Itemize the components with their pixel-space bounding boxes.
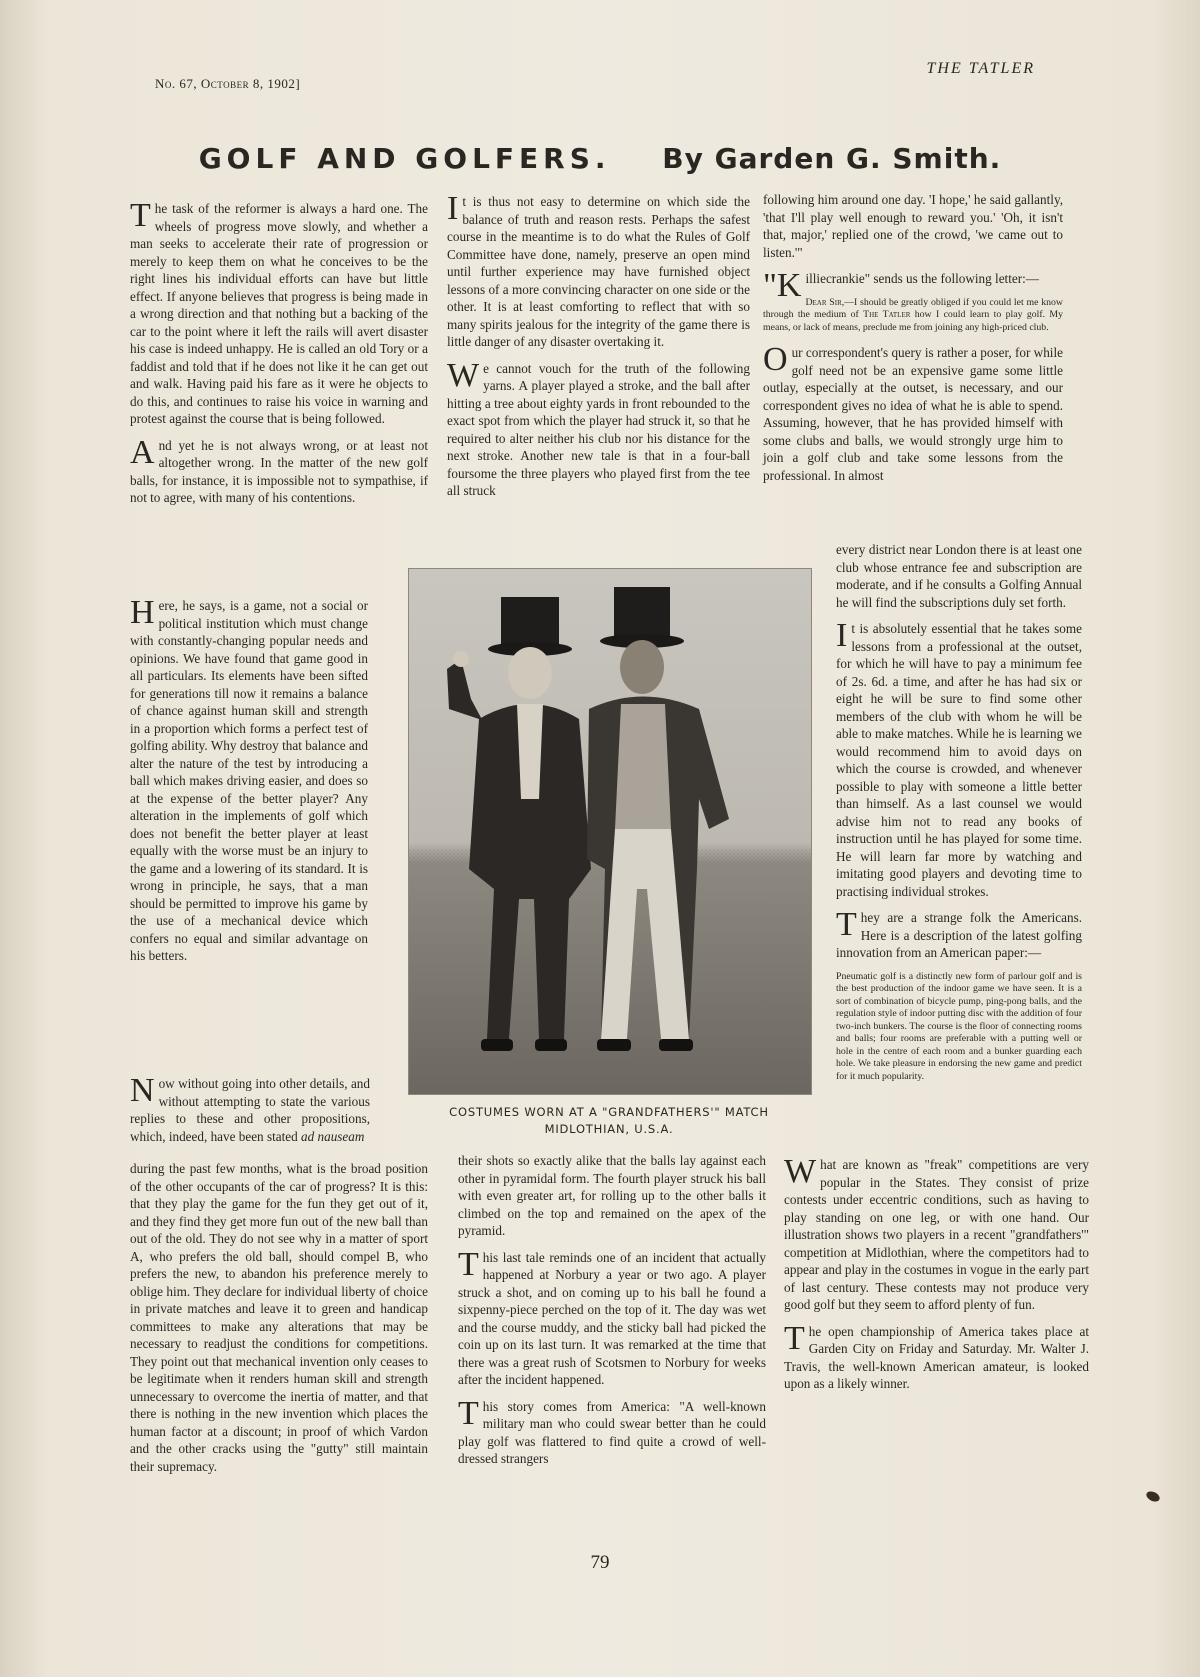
paragraph: following him around one day. 'I hope,' he said gallantly, 'that I'll play well enough to reward you.' 'Oh, it isn't that, major,' replied one of the crowd, 'we came out to listen.'": [763, 192, 1063, 260]
paragraph: We cannot vouch for the truth of the following yarns. A player played a stroke, and the ball after hitting a tree about eighty yards in front rebounded to the exact spot from which the player had struck it, so that he required to alter neither his club nor his distance for the next stroke. Another new tale is that in a four-ball foursome the three players who played first from the tee all struck: [447, 356, 750, 498]
paragraph: What are known as "freak" competitions are very popular in the States. They consist of prize contests under eccentric conditions, such as having to play standing on one leg, or with one hand. Our illustration shows two players in a recent "grandfathers'" competition at Midlothian, where the competitors had to appear and play in the costumes in vogue in the early part of last century. These contests may not produce very good golf but they seem to afford plenty of fun.: [784, 1153, 1089, 1312]
paragraph: their shots so exactly alike that the balls lay against each other in pyramidal form. The fourth player struck his ball with even greater art, for rolling up to the other balls it climbed on the top and remained on the apex of the pyramid.: [458, 1153, 766, 1238]
letter-text: —I should be greatly obliged if you could let me know through the medium of: [763, 296, 1063, 320]
ink-blot: [1145, 1489, 1161, 1503]
letter-salutation: Dear Sir,: [805, 296, 845, 308]
paragraph-text: Now without going into other details, and without attempting to state the various replies to these and other propositions, which, indeed, have been stated: [130, 1072, 370, 1144]
paragraph: It is absolutely essential that he takes some lessons from a professional at the outset, for which he will have to pay a minimum fee of 2s. 6d. a time, and after he has had six or eight he will be sure to find some other members of the club with whom he will be able to make matches. While he is learning we would recommend him to avoid days on which the course is crowded, and whenever possible to play with someone a little better than himself. As a last counsel we would advise him not to read any books of instruction until he has played for some time. He will learn far more by watching and imitating good players and devoting time to practising individual strokes.: [836, 617, 1082, 899]
paragraph: It is thus not easy to determine on which side the balance of truth and reason rests. Perhaps the safest course in the meantime is to do what the Rules of Golf Committee have done, namely, preserve an open mind until further experience may have furnished object lessons of a more convincing character on one side or the other. It is at least comforting to reflect that with so many spirits jealous for the integrity of the game there is little danger of any disaster overtaking it.: [447, 190, 750, 349]
grandfathers-match-photo: [408, 568, 812, 1095]
paragraph: [130, 1072, 370, 1145]
paragraph: They are a strange folk the Americans. Here is a description of the latest golfing innovation from an American paper:—: [836, 906, 1082, 960]
issue-line: No. 67, October 8, 1902]: [155, 76, 301, 91]
column-1-top: [130, 197, 428, 516]
letter-text: how I could learn to play golf. My means, or lack of means, preclude me from joining any high-priced club.: [763, 309, 1064, 333]
magazine-name: THE TATLER: [926, 60, 1035, 77]
photo-caption: [408, 1104, 810, 1138]
paragraph: Here, he says, is a game, not a social or political institution which must change with constantly-changing popular needs and opinions. We have found that game good in all particulars. Its elements have been sifted for generations till now it remains a balance of chance against human skill and strength in a proportion which forms a perfect test of golfing ability. Why destroy that balance and alter the nature of the test by introducing a ball which makes driving easier, and does so at the expense of the better player? Any alteration in the implements of golf which does not benefit the better player at least equally with the worse must be an injury to the game and a lowering of its standard. It is wrong in principle, he says, that a man should be permitted to improve his game by the use of a mechanical device which confers no equal and similar advantage on his betters.: [130, 594, 368, 963]
paragraph: Our correspondent's query is rather a poser, for while golf need not be an expensive game some little outlay, especially at the outset, is necessary, and our correspondent gives no idea of what he is able to spend. Assuming, however, that he has provided himself with some clubs and balls, we would strongly urge him to join a golf club and take some lessons from the professional. In almost: [763, 341, 1063, 483]
caption-line-1: COSTUMES WORN AT A "GRANDFATHERS'" MATCH: [449, 1105, 769, 1119]
paragraph: This last tale reminds one of an incident that actually happened at Norbury a year or two ago. A player struck a shot, and on coming up to his ball he found a sixpenny-piece perched on the top of it. The day was wet and the course muddy, and the sticky ball had picked the coin up on its last turn. It was remarked at the time that there was a great rush of Scotsmen to Norbury for weeks after the incident happened.: [458, 1245, 766, 1387]
caption-line-2: MIDLOTHIAN, U.S.A.: [544, 1122, 674, 1136]
page-number: 79: [590, 1552, 610, 1573]
column-2-bottom: [458, 1152, 766, 1477]
column-1-bottom-narrow: [130, 1072, 370, 1145]
american-paper-quote: Pneumatic golf is a distinctly new form of parlour golf and is the best production of the indoor game we have seen. It is a sort of combination of bicycle pump, ping-pong balls, and the regulation style of indoor putting disc with the addition of four two-inch bunkers. The course is the floor of connecting rooms and balls; four rooms are preferable with a putting well or hole in the centre of each room and a bunker guarding each hole. We take pleasure in endorsing the new game and predict for it much popularity.: [836, 970, 1082, 1082]
paragraph: This story comes from America: "A well-known military man who could swear better than he could play golf was flattered to find quite a crowd of well-dressed strangers: [458, 1394, 766, 1466]
column-1-bottom: [130, 1160, 428, 1484]
column-3-bottom: [784, 1153, 1089, 1402]
paragraph: And yet he is not always wrong, or at least not altogether wrong. In the matter of the new golf balls, for instance, it is impossible not to sympathise, if not to agree, with many of his contentions.: [130, 433, 428, 505]
column-3-top: [763, 191, 1063, 493]
latin-phrase: ad nauseam: [301, 1128, 365, 1144]
paragraph: "Killiecrankie" sends us the following letter:—: [763, 267, 1039, 304]
paragraph: The open championship of America takes place at Garden City on Friday and Saturday. Mr. Walter J. Travis, the well-known American amateur, is looked upon as a likely winner.: [784, 1319, 1089, 1391]
paragraph: every district near London there is at least one club whose entrance fee and subscription are moderate, and if he consults a Golfing Annual he will find the subscriptions duly set forth.: [836, 542, 1082, 610]
title-main: GOLF AND GOLFERS.: [198, 142, 611, 175]
paragraph: during the past few months, what is the broad position of the other occupants of the car of progress? It is this: that they play the game for the fun they get out of it, and they find they get more fun out of the new ball than out of the old. They do not see why in a matter of sport A, who prefers the old ball, should compel B, who prefers the new, to abandon his preference merely to oblige him. They declare for individual liberty of choice in private matches and leave it to green and handicap committees to make any alterations that may be necessary to readjust the conditions for competitions. They point out that mechanical invention only ceases to be legitimate when it renders human skill and strength unnecessary to overcome the inertia of matter, and that there is nothing in the new invention which places the human factor at a discount; in proof of which Vardon and the other cracks using the "gutty" still maintain their supremacy.: [130, 1161, 428, 1474]
column-2-top: [447, 190, 750, 509]
letter-magazine-name: The Tatler: [863, 309, 911, 320]
column-3-narrow: [836, 541, 1082, 1093]
article-title: [0, 142, 1200, 175]
paragraph: The task of the reformer is always a hard one. The wheels of progress move slowly, and whether a man seeks to accelerate their rate of progression or merely to keep them on what he conceives to be the right lines his individual efforts can have but little effect. If anyone believes that progress is being made in a wrong direction and that nothing but a backing of the car to the point where it left the rails will avert disaster his case is indeed unhappy. He is called an old Tory or a faddist and told that if he does not like it he can get out and walk. Having paid his fare as it were he objects to do this, and continues to raise his voice in warning and protest against the course that is being followed.: [130, 197, 428, 426]
reader-letter: [763, 297, 1063, 335]
column-1-narrow: [130, 594, 368, 974]
title-byline: By Garden G. Smith.: [662, 142, 1002, 175]
